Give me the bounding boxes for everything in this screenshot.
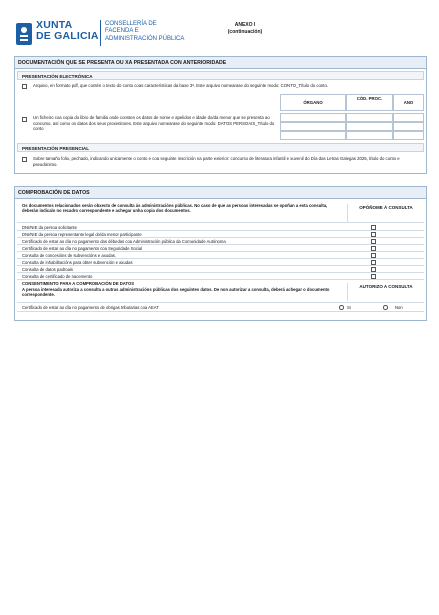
- documentation-section: [14, 56, 427, 174]
- cod-proc-column-header: CÓD. PROC.: [346, 94, 393, 111]
- documentation-title: DOCUMENTACIÓN QUE SE PRESENTA OU XA PRESENTADA CON ANTERIORIDADE: [15, 57, 426, 69]
- data-verification-title: COMPROBACIÓN DE DATOS: [15, 187, 426, 199]
- row-label: Consulta de datos padroais: [22, 267, 73, 272]
- aeat-row: [17, 304, 424, 312]
- cod-proc-field-2[interactable]: [346, 122, 393, 131]
- oppose-checkbox[interactable]: [371, 253, 376, 258]
- intro-row: [17, 201, 424, 223]
- ano-field-2[interactable]: [393, 122, 424, 131]
- table-row: [17, 238, 424, 245]
- table-row: [17, 266, 424, 273]
- cod-proc-field-3[interactable]: [346, 131, 393, 140]
- oppose-checkbox[interactable]: [371, 239, 376, 244]
- table-row: [17, 224, 424, 231]
- aeat-label: Certificado de estar ao día no pagamento de obrigas tributarias coa AEAT: [22, 305, 159, 310]
- authorize-column-header: AUTORIZO A CONSULTA: [347, 283, 424, 301]
- intro-text: Os documentos relacionados serán obxecto de consulta ás administracións públicas. No caso de que as persoas interesadas se opoñan a esta consulta, deberán indicalo no recadro correspondente e achegar unha copia dos documentos.: [22, 203, 328, 213]
- table-row: [17, 259, 424, 266]
- anexo-title: ANEXO I: [234, 22, 256, 28]
- organo-field-2[interactable]: [280, 122, 346, 131]
- row-label: Consulta de concesións de subvencións e axudas.: [22, 253, 117, 258]
- logo-divider: [100, 20, 101, 46]
- consent-row: [17, 280, 424, 303]
- envelope-checkbox[interactable]: [22, 157, 27, 162]
- row-label: Consulta de inhabilitacións para obter subvención e axudas: [22, 260, 133, 265]
- organo-field-1[interactable]: [280, 113, 346, 122]
- oppose-checkbox[interactable]: [371, 274, 376, 279]
- in-person-presentation-header: PRESENTACIÓN PRESENCIAL: [17, 143, 424, 152]
- row-label: Consulta de certificado de nacemento: [22, 274, 93, 279]
- table-row: [17, 231, 424, 238]
- table-row: [17, 245, 424, 252]
- oppose-checkbox[interactable]: [371, 232, 376, 237]
- pdf-file-text: Arquivo, en formato pdf, que contén o texto do conto coas características da base 3ª. Este arquivo nomearase do seguinte modo: CONTO_Título do conto.: [33, 83, 329, 88]
- row-label: Certificado de estar ao día no pagamento das débedas coa Administración pública da Comunidade Autónoma: [22, 239, 226, 244]
- oppose-checkbox[interactable]: [371, 246, 376, 251]
- electronic-presentation-header: PRESENTACIÓN ELECTRÓNICA: [17, 71, 424, 80]
- envelope-text: Sobre tamaño folio, pechado, indicando unicamente o conto e coa seguinte inscrición na parte exterior: concurso de literatura infantil e xuvenil do Día das Letras Galegas 2025, título do conto e pseudónimo.: [33, 156, 400, 167]
- organo-field-3[interactable]: [280, 131, 346, 140]
- anexo-label: [210, 22, 280, 36]
- family-book-checkbox[interactable]: [22, 117, 27, 122]
- family-book-text: Un ficheiro coa copia do libro de familia onde consten os datos de nome e apelidos e idade do/da menor que se presenta ao concurso, así como os datos dos seus proxenitores. Este arquivo nomearase do seguinte modo: DATOS PERSOAIS_Título do conto: [33, 115, 275, 131]
- data-verification-section: [14, 186, 427, 321]
- logo-wordmark: [36, 20, 99, 42]
- organo-column-header: ÓRGANO: [280, 94, 346, 111]
- authorize-yes-radio[interactable]: [339, 305, 344, 310]
- authorize-no-radio[interactable]: [383, 305, 388, 310]
- logo-line1: XUNTA: [36, 19, 73, 31]
- dept-line2: FACENDA E: [105, 28, 139, 35]
- table-row: [17, 252, 424, 259]
- page-header: [14, 18, 425, 50]
- row-label: Certificado de estar ao día no pagamento coa Seguridade Social: [22, 246, 143, 251]
- oppose-checkbox[interactable]: [371, 260, 376, 265]
- authorize-no-label: Non: [395, 305, 403, 310]
- ano-field-1[interactable]: [393, 113, 424, 122]
- oppose-checkbox[interactable]: [371, 267, 376, 272]
- ano-column-header: ANO: [393, 94, 424, 111]
- department-name: [105, 21, 184, 43]
- pdf-file-checkbox[interactable]: [22, 84, 27, 89]
- oppose-checkbox[interactable]: [371, 225, 376, 230]
- dept-line3: ADMINISTRACIÓN PÚBLICA: [105, 35, 185, 42]
- row-label: DNI/NIE da persoa solicitante: [22, 225, 77, 230]
- cod-proc-field-1[interactable]: [346, 113, 393, 122]
- ano-field-3[interactable]: [393, 131, 424, 140]
- consent-text: A persoa interesada autoriza a consulta a outras administracións públicas dos seguintes datos. De non autorizar a consulta, deberá achegar o documento correspondente.: [22, 287, 330, 297]
- xunta-logo-icon: [14, 21, 34, 47]
- dept-line1: CONSELLERÍA DE: [105, 21, 157, 27]
- oppose-column-header: OPÓÑOME Á CONSULTA: [347, 204, 424, 222]
- logo-line2: DE GALICIA: [36, 30, 99, 42]
- anexo-subtitle: (continuación): [227, 29, 263, 35]
- consent-header: CONSENTIMENTO PARA A COMPROBACIÓN DE DATOS: [22, 281, 135, 286]
- row-label: DNI/NIE da persoa representante legal do/da menor participante: [22, 232, 142, 237]
- authorize-yes-label: Si: [347, 305, 351, 310]
- table-row: [17, 273, 424, 280]
